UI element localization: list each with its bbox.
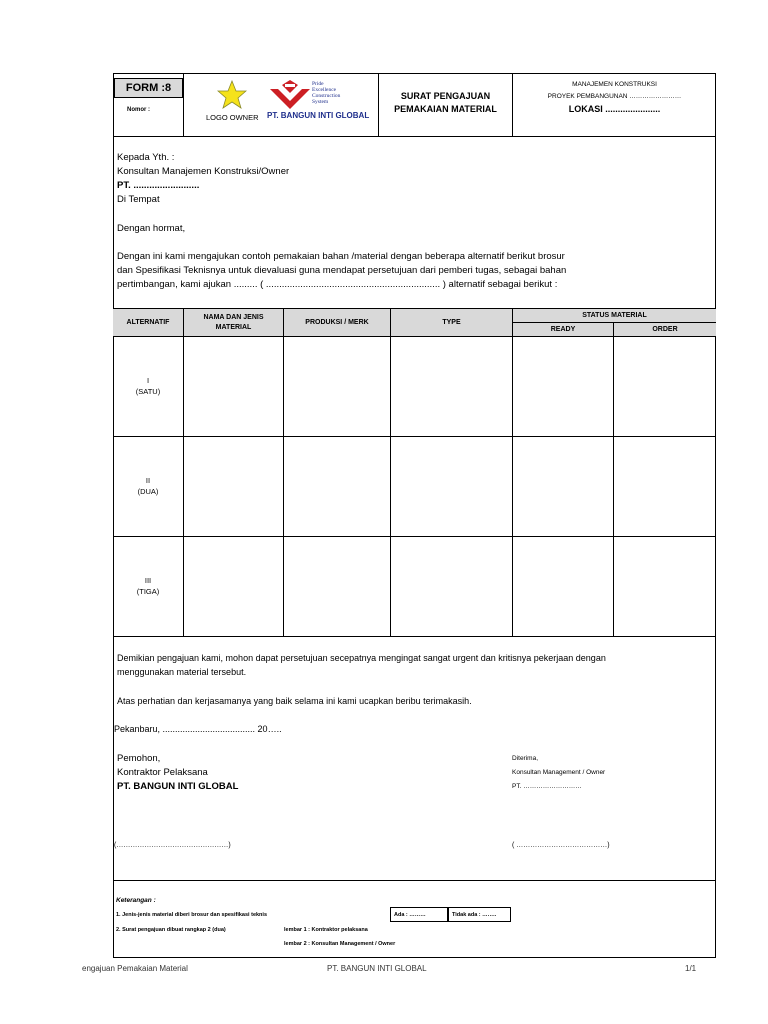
place-date: Pekanbaru, ..................................... 20….. xyxy=(114,724,282,734)
row-line-2 xyxy=(113,536,716,537)
company-name: PT. BANGUN INTI GLOBAL xyxy=(267,111,370,120)
header-divider xyxy=(113,136,716,137)
lembar-1: lembar 1 : Kontraktor pelaksana xyxy=(284,927,368,933)
col-alternatif: ALTERNATIF xyxy=(126,319,170,326)
lembar-2: lembar 2 : Konsultan Management / Owner xyxy=(284,941,396,947)
row-name: (TIGA) xyxy=(136,587,160,596)
recipient-3: Di Tempat xyxy=(117,194,160,205)
title-line-1: SURAT PENGAJUAN xyxy=(400,91,491,101)
col-ready: READY xyxy=(550,326,576,333)
notes-divider xyxy=(113,880,716,881)
form-number-box xyxy=(114,78,183,98)
form-number: FORM :8 xyxy=(125,82,172,94)
table-header-bottom xyxy=(113,336,716,337)
table-vline-1 xyxy=(183,308,184,637)
logo-line-4: System xyxy=(312,99,329,105)
table-vline-3 xyxy=(390,308,391,637)
proyek-label: PROYEK PEMBANGUNAN …………………… xyxy=(547,93,682,100)
kontraktor: Kontraktor Pelaksana xyxy=(117,767,208,778)
signature-right: ( …………………………………) xyxy=(512,842,610,849)
form-sheet xyxy=(113,73,716,958)
konsultan-pt: PT. ……………………… xyxy=(512,783,582,790)
header-vline-1 xyxy=(183,73,184,137)
kepada: Kepada Yth. : xyxy=(117,152,175,163)
col-type: TYPE xyxy=(442,319,461,326)
signature-left: (…………………………………………) xyxy=(114,842,231,849)
pemohon: Pemohon, xyxy=(117,753,161,764)
recipient-1: Konsultan Manajemen Konstruksi/Owner xyxy=(117,166,290,177)
lokasi-label: LOKASI ...................... xyxy=(568,104,661,114)
col-nama-line-1: NAMA DAN JENIS xyxy=(203,313,264,321)
title-line-2: PEMAKAIAN MATERIAL xyxy=(394,104,497,114)
kontraktor-pt: PT. BANGUN INTI GLOBAL xyxy=(117,781,239,792)
logo-line-1: Pride xyxy=(312,81,324,87)
body-line-2: dan Spesifikasi Teknisnya untuk dievaluasi guna mendapat persetujuan dari pemberi tugas, sebagai bahan xyxy=(117,265,567,276)
footer-center: PT. BANGUN INTI GLOBAL xyxy=(327,964,427,973)
table-bottom-line xyxy=(113,636,716,637)
footer-left: engajuan Pemakaian Material xyxy=(82,964,188,973)
closing-para-2: Atas perhatian dan kerjasamanya yang baik selama ini kami ucapkan beribu terimakasih. xyxy=(117,696,472,706)
company-logo-text xyxy=(312,81,340,105)
nomor-label: Nomor : xyxy=(127,107,150,113)
logo-line-2: Excellence xyxy=(312,87,337,93)
tidak-ada-box: Tidak ada : …….. xyxy=(448,907,511,922)
star-icon xyxy=(217,80,247,110)
greeting: Dengan hormat, xyxy=(117,223,186,234)
row-name: (DUA) xyxy=(137,487,159,496)
row-name: (SATU) xyxy=(135,387,161,396)
logo-owner-label: LOGO OWNER xyxy=(206,113,259,122)
company-logo-icon xyxy=(268,79,312,111)
table-vline-4 xyxy=(512,308,513,637)
table-row xyxy=(113,475,183,497)
table-vline-2 xyxy=(283,308,284,637)
konsultan: Konsultan Management / Owner xyxy=(512,769,606,776)
col-produksi: PRODUKSI / MERK xyxy=(305,319,369,326)
closing-para-1b: menggunakan material tersebut. xyxy=(117,667,247,677)
row-roman: I xyxy=(146,376,150,385)
note-1: 1. Jenis-jenis material diberi brosur dan spesifikasi teknis xyxy=(116,912,268,918)
body-line-3: pertimbangan, kami ajukan ......... ( .................................................................. ) alternatif sebagai berikut : xyxy=(117,279,558,290)
note-2: 2. Surat pengajuan dibuat rangkap 2 (dua) xyxy=(116,927,226,933)
col-nama-line-2: MATERIAL xyxy=(215,323,252,331)
ada-box: Ada : ……… xyxy=(390,907,448,922)
col-status: STATUS MATERIAL xyxy=(582,312,647,319)
table-vline-5 xyxy=(613,322,614,637)
body-line-1: Dengan ini kami mengajukan contoh pemakaian bahan /material dengan beberapa alternatif berikut brosur xyxy=(117,251,565,262)
closing-para-1a: Demikian pengajuan kami, mohon dapat persetujuan secepatnya mengingat sangat urgent dan kritisnya pekerjaan dengan xyxy=(117,653,606,663)
footer-right: 1/1 xyxy=(685,964,697,973)
table-row xyxy=(113,375,183,397)
row-roman: II xyxy=(145,476,151,485)
recipient-2: PT. ......................... xyxy=(117,180,200,191)
notes-title: Keterangan : xyxy=(116,897,156,904)
logo-line-3: Construction xyxy=(312,93,341,99)
table-row xyxy=(113,575,183,597)
col-order: ORDER xyxy=(652,326,678,333)
diterima: Diterima, xyxy=(512,755,539,762)
row-line-1 xyxy=(113,436,716,437)
col-nama xyxy=(184,309,283,336)
row-roman: III xyxy=(144,576,152,585)
mk-label: MANAJEMEN KONSTRUKSI xyxy=(572,81,657,88)
